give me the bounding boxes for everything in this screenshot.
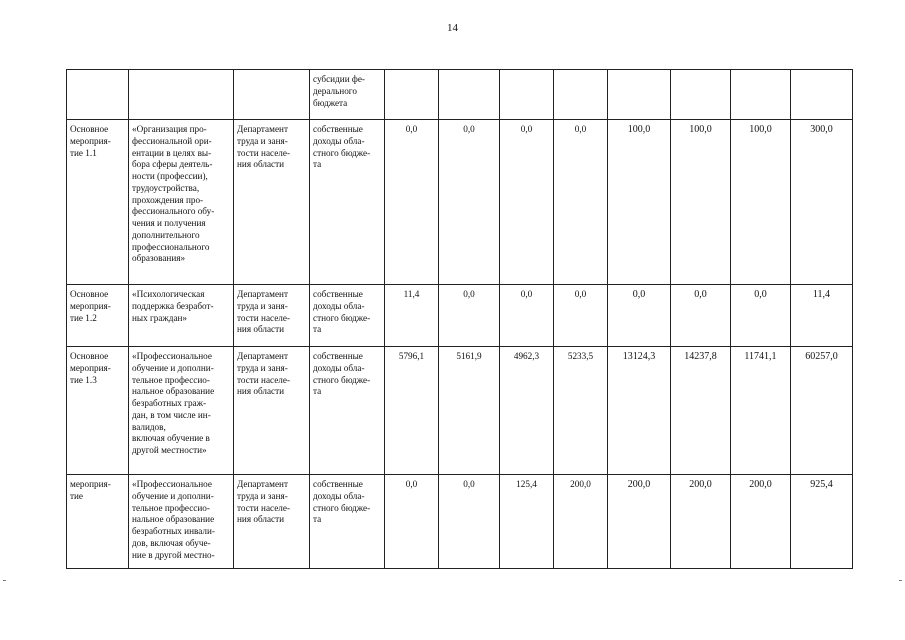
event-title-cell: «Профессиональное обучение и дополни- тельное профессио- нальное образование безработных инвали- дов, включая обуче- ние в другой местно-	[129, 475, 234, 569]
executor-cell: Департамент труда и заня- тости населе- ния области	[234, 475, 310, 569]
scan-mark	[3, 580, 6, 581]
event-title-cell	[129, 70, 234, 120]
amount-cell	[500, 70, 554, 120]
event-code-cell: мероприя- тие	[67, 475, 129, 569]
funding-source-cell: собственные доходы обла- стного бюдже- та	[310, 347, 385, 475]
event-code-cell: Основное мероприя- тие 1.1	[67, 120, 129, 285]
amount-cell: 0,0	[554, 120, 608, 285]
amount-cell: 125,4	[500, 475, 554, 569]
table-row	[67, 347, 853, 475]
table-row	[67, 120, 853, 285]
amount-cell: 100,0	[671, 120, 731, 285]
amount-cell: 4962,3	[500, 347, 554, 475]
executor-cell: Департамент труда и заня- тости населе- ния области	[234, 285, 310, 347]
amount-cell: 925,4	[791, 475, 853, 569]
amount-cell: 14237,8	[671, 347, 731, 475]
executor-cell	[234, 70, 310, 120]
executor-cell: Департамент труда и заня- тости населе- ния области	[234, 120, 310, 285]
amount-cell	[731, 70, 791, 120]
budget-table	[66, 69, 853, 569]
amount-cell: 0,0	[385, 120, 439, 285]
amount-cell: 0,0	[500, 285, 554, 347]
funding-source-cell: собственные доходы обла- стного бюдже- та	[310, 120, 385, 285]
event-title-cell: «Профессиональное обучение и дополни- тельное профессио- нальное образование безработных граж- дан, в том числе ин- валидов, включая обучение в другой местности»	[129, 347, 234, 475]
amount-cell: 0,0	[731, 285, 791, 347]
event-code-cell	[67, 70, 129, 120]
amount-cell: 0,0	[608, 285, 671, 347]
amount-cell: 200,0	[608, 475, 671, 569]
table-row	[67, 285, 853, 347]
event-code-cell: Основное мероприя- тие 1.2	[67, 285, 129, 347]
amount-cell: 0,0	[439, 285, 500, 347]
amount-cell: 11,4	[791, 285, 853, 347]
amount-cell: 100,0	[608, 120, 671, 285]
amount-cell: 0,0	[554, 285, 608, 347]
event-code-cell: Основное мероприя- тие 1.3	[67, 347, 129, 475]
amount-cell: 300,0	[791, 120, 853, 285]
amount-cell: 5233,5	[554, 347, 608, 475]
amount-cell: 5796,1	[385, 347, 439, 475]
event-title-cell: «Психологическая поддержка безработ- ных граждан»	[129, 285, 234, 347]
funding-source-cell: субсидии фе- дерального бюджета	[310, 70, 385, 120]
amount-cell: 0,0	[671, 285, 731, 347]
page-number: 14	[447, 22, 458, 34]
amount-cell: 11,4	[385, 285, 439, 347]
amount-cell: 13124,3	[608, 347, 671, 475]
amount-cell	[439, 70, 500, 120]
amount-cell	[671, 70, 731, 120]
amount-cell	[385, 70, 439, 120]
amount-cell: 0,0	[385, 475, 439, 569]
table-row	[67, 70, 853, 120]
amount-cell: 200,0	[554, 475, 608, 569]
funding-source-cell: собственные доходы обла- стного бюдже- та	[310, 475, 385, 569]
amount-cell: 200,0	[731, 475, 791, 569]
event-title-cell: «Организация про- фессиональной ори- ентации в целях вы- бора сферы деятель- ности (профессии), трудоустройства, прохождения про- фессионального обу- чения и получения дополнительного профессионального образования»	[129, 120, 234, 285]
amount-cell: 0,0	[439, 475, 500, 569]
amount-cell: 5161,9	[439, 347, 500, 475]
amount-cell: 100,0	[731, 120, 791, 285]
funding-source-cell: собственные доходы обла- стного бюдже- та	[310, 285, 385, 347]
amount-cell	[791, 70, 853, 120]
amount-cell	[554, 70, 608, 120]
scan-mark	[899, 580, 902, 581]
amount-cell	[608, 70, 671, 120]
amount-cell: 11741,1	[731, 347, 791, 475]
table-row	[67, 475, 853, 569]
amount-cell: 200,0	[671, 475, 731, 569]
executor-cell: Департамент труда и заня- тости населе- ния области	[234, 347, 310, 475]
amount-cell: 0,0	[500, 120, 554, 285]
amount-cell: 60257,0	[791, 347, 853, 475]
amount-cell: 0,0	[439, 120, 500, 285]
